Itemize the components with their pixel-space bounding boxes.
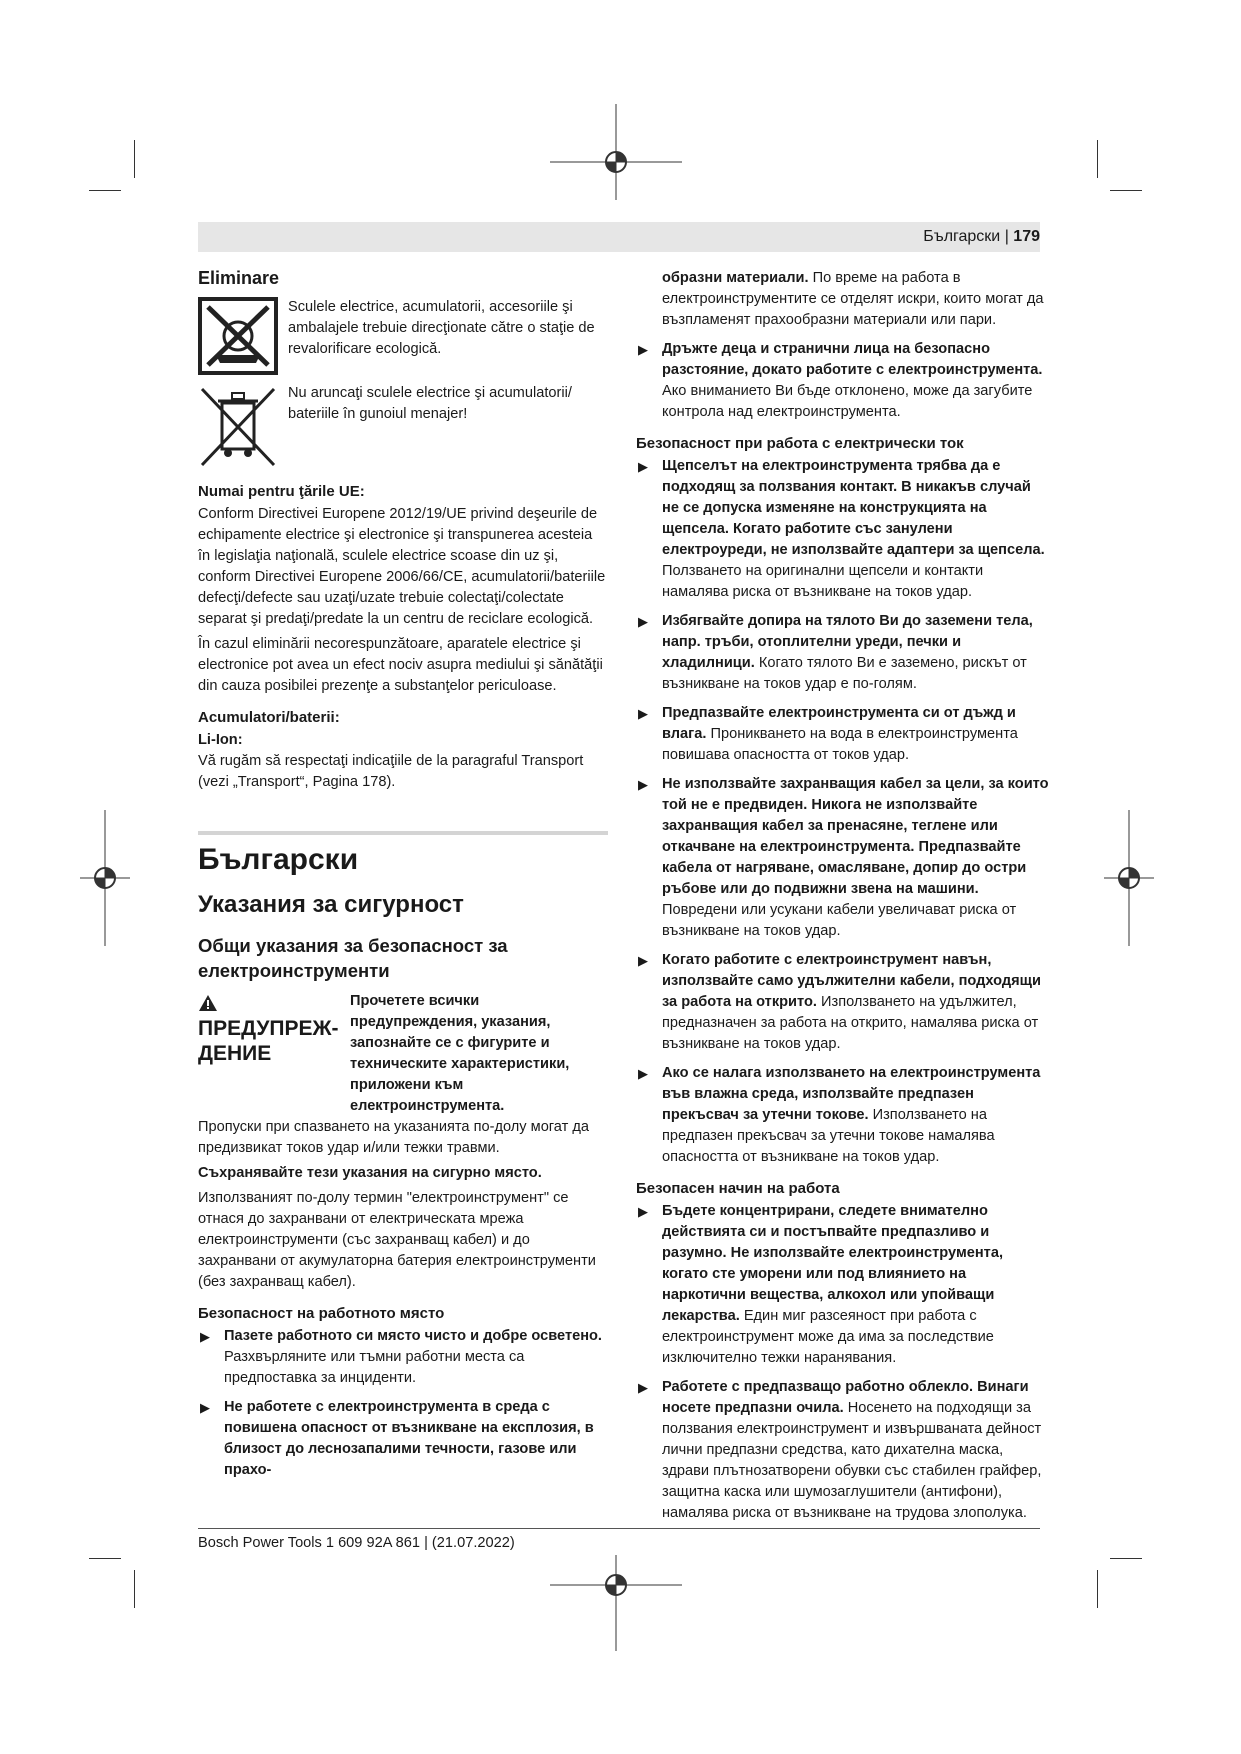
registration-mark-bottom [548, 1555, 684, 1651]
footer-text: Bosch Power Tools 1 609 92A 861 | (21.07.2022) [198, 1535, 515, 1551]
list-item [636, 703, 1051, 766]
work-title: Безопасен начин на работа [636, 1180, 840, 1197]
triangle-bullet-icon: ▶ [638, 614, 648, 629]
eu-paragraph-1: Conform Directivei Europene 2012/19/UE privind deşeurile de echipamente electrice şi electronice şi transpunerea acesteia în legislaţia naţională, sculele electrice scoase din uz şi, conform Directivei Europene 2006/66/CE, acumulatorii/bateriile defecţi/defecte sau uzaţi/uzate trebuie colectaţi/colectate separat şi predaţi/predate la un centru de reciclare ecologică. [198, 506, 606, 627]
recycle-icon [198, 297, 278, 375]
triangle-bullet-icon: ▶ [638, 342, 648, 357]
registration-mark-left [80, 810, 130, 946]
list-item [636, 774, 1051, 942]
bullet-text: Ползването на оригинални щепсели и контакти намалява риска от възникване на токов удар. [662, 563, 984, 600]
bullet-bold: Работете с предпазващо работно облекло. Винаги носете предпазни очила. [662, 1379, 1029, 1416]
bullet-text: Проникването на вода в електроинструмента повишава опасността от токов удар. [662, 726, 1018, 763]
triangle-bullet-icon: ▶ [200, 1400, 210, 1415]
crop-mark [1097, 140, 1098, 178]
warning-triangle-icon [198, 994, 218, 1012]
crop-mark [1110, 1558, 1142, 1559]
crop-mark [134, 140, 135, 178]
bullet-bold: Избягвайте допира на тялото Ви до заземени тела, напр. тръби, отоплителни уреди, печки и хладилници. [662, 613, 1033, 671]
bullet-text: Носенето на подходящи за ползвания електроинструмент и извършваната дейност лични предпазни средства, като дихателна маска, здрави плътнозатворени обувки със стабилен грайфер, защитна каска или шумозаглушители (антифони), намалява риска от възникване на трудова злополука. [662, 1400, 1042, 1521]
right-column [636, 268, 1051, 1532]
page-number: 179 [1013, 228, 1040, 245]
triangle-bullet-icon: ▶ [638, 777, 648, 792]
warning-block [198, 991, 608, 1117]
term-text: Използваният по-долу термин "електроинструмент" се отнася до захранвани от електрическата мрежа електроинструменти (със захранващ кабел) и до захранвани от акумулаторна батерия електроинструменти (без захранващ кабел). [198, 1190, 596, 1290]
triangle-bullet-icon: ▶ [200, 1329, 210, 1344]
bullet-text: Когато тялото Ви е заземено, рискът от възникване на токов удар е по-голям. [662, 655, 1027, 692]
left-column [198, 268, 608, 1489]
eu-title: Numai pentru ţările UE: [198, 483, 365, 500]
bin-row [198, 383, 608, 471]
liion-text: Vă rugăm să respectaţi indicaţiile de la paragraful Transport (vezi „Transport“, Pagina 178). [198, 753, 584, 790]
bullet-bold: Когато работите с електроинструмент навън, използвайте само удължителни кабели, подходящи за работа на открито. [662, 952, 1041, 1010]
bullet-bold: Бъдете концентрирани, следете внимателно действията си и постъпвайте предпазливо и разумно. Не използвайте електроинструмента, когато сте уморени или под влиянието на наркотични вещества, алкохол или упойващи лекарства. [662, 1203, 1004, 1324]
list-item [198, 1397, 608, 1481]
bullet-bold: Не работете с електроинструмента в среда с повишена опасност от възникване на експлозия, в близост до леснозапалими течности, газове или прахо- [224, 1399, 594, 1478]
footer-rule [198, 1528, 1040, 1529]
header-language: Български [923, 228, 1001, 245]
list-item-continued [636, 268, 1051, 331]
eliminare-title: Eliminare [198, 268, 280, 288]
list-item [636, 1063, 1051, 1168]
bullet-text: Ако вниманието Ви бъде отклонено, може да загубите контрола над електроинструмента. [662, 383, 1033, 420]
bullet-bold: Пазете работното си място чисто и добре осветено. [224, 1328, 602, 1344]
header-bar [198, 222, 1040, 252]
section-divider [198, 831, 608, 835]
list-item [198, 1326, 608, 1389]
warning-label-box [198, 991, 350, 1117]
list-item [636, 1377, 1051, 1524]
general-safety-title: Общи указания за безопасност за електроинструменти [198, 935, 508, 981]
bg-section-title: Български [198, 843, 359, 876]
bullet-text: Повредени или усукани кабели увеличават риска от възникване на токов удар. [662, 902, 1017, 939]
triangle-bullet-icon: ▶ [638, 1380, 648, 1395]
bullet-bold: образни материали. [662, 270, 809, 286]
crossed-bin-icon [198, 383, 278, 471]
warning-bold-text: Прочетете всички предупреждения, указания, запознайте се с фигурите и техническите характеристики, приложени към електроинструмента. [350, 993, 570, 1114]
workplace-title: Безопасност на работното място [198, 1305, 445, 1322]
warning-rest-text: Пропуски при спазването на указанията по-долу могат да предизвикат токов удар и/или тежки травми. [198, 1119, 589, 1156]
crop-mark [1110, 190, 1142, 191]
list-item [636, 456, 1051, 603]
registration-mark-top [548, 104, 684, 200]
list-item [636, 611, 1051, 695]
crop-mark [89, 1558, 121, 1559]
recycle-text: Sculele electrice, acumulatorii, accesoriile şi ambalajele trebuie direcţionate către o staţie de revalorificare ecologică. [288, 299, 595, 357]
eu-paragraph-2: În cazul eliminării necorespunzătoare, aparatele electrice şi electronice pot avea un efect nociv asupra mediului şi sănătăţii din cauza posibilei prezenţe a substanţelor periculoase. [198, 636, 603, 694]
bullet-text: Един миг разсеяност при работа с електроинструмент може да има за последствие изключително тежки наранявания. [662, 1308, 994, 1366]
batteries-title: Acumulatori/baterii: [198, 709, 340, 726]
bullet-bold: Предпазвайте електроинструмента си от дъжд и влага. [662, 705, 1016, 742]
keep-instructions: Съхранявайте тези указания на сигурно място. [198, 1165, 542, 1181]
bullet-bold: Дръжте деца и странични лица на безопасно разстояние, докато работите с електроинструмента. [662, 341, 1043, 378]
bullet-bold: Ако се налага използването на електроинструмента във влажна среда, използвайте предпазен прекъсвач за утечни токове. [662, 1065, 1041, 1123]
page-header: Български | 179 [923, 228, 1040, 245]
list-item [636, 339, 1051, 423]
triangle-bullet-icon: ▶ [638, 953, 648, 968]
electric-title: Безопасност при работа с електрически ток [636, 435, 964, 452]
recycle-row [198, 297, 608, 375]
list-item [636, 950, 1051, 1055]
registration-mark-right [1104, 810, 1154, 946]
bullet-text: Разхвърляните или тъмни работни места са предпоставка за инциденти. [224, 1349, 525, 1386]
safety-title: Указания за сигурност [198, 891, 464, 918]
bin-text: Nu aruncaţi sculele electrice şi acumulatorii/ bateriile în gunoiul menajer! [288, 385, 572, 422]
triangle-bullet-icon: ▶ [638, 1066, 648, 1081]
triangle-bullet-icon: ▶ [638, 706, 648, 721]
triangle-bullet-icon: ▶ [638, 1204, 648, 1219]
bullet-text: Използването на удължител, предназначен за работа на открито, намалява риска от възникване на токов удар. [662, 994, 1039, 1052]
liion-title: Li-Ion: [198, 732, 243, 748]
warning-label: ПРЕДУПРЕЖ-ДЕНИЕ [198, 1017, 339, 1065]
list-item [636, 1201, 1051, 1369]
bullet-bold: Не използвайте захранващия кабел за цели, за които той не е предвиден. Никога не използвайте захранващия кабел за пренасяне, теглене или откачване на електроинструмента. Предпазвайте кабела от нагряване, омасляване, допир до остри ръбове или до подвижни звена на машини. [662, 776, 1049, 897]
crop-mark [1097, 1570, 1098, 1608]
crop-mark [134, 1570, 135, 1608]
bullet-text: По време на работа в електроинструментите се отделят искри, които могат да възпламенят прахообразни материали или пари. [662, 270, 1044, 328]
triangle-bullet-icon: ▶ [638, 459, 648, 474]
bullet-text: Използването на предпазен прекъсвач за утечни токове намалява опасността от възникване на токов удар. [662, 1107, 995, 1165]
crop-mark [89, 190, 121, 191]
bullet-bold: Щепселът на електроинструмента трябва да е подходящ за ползвания контакт. В никакъв случай не се допуска изменяне на конструкцията на щепсела. Когато работите със занулени електроуреди, не използвайте адаптери за щепсела. [662, 458, 1045, 558]
